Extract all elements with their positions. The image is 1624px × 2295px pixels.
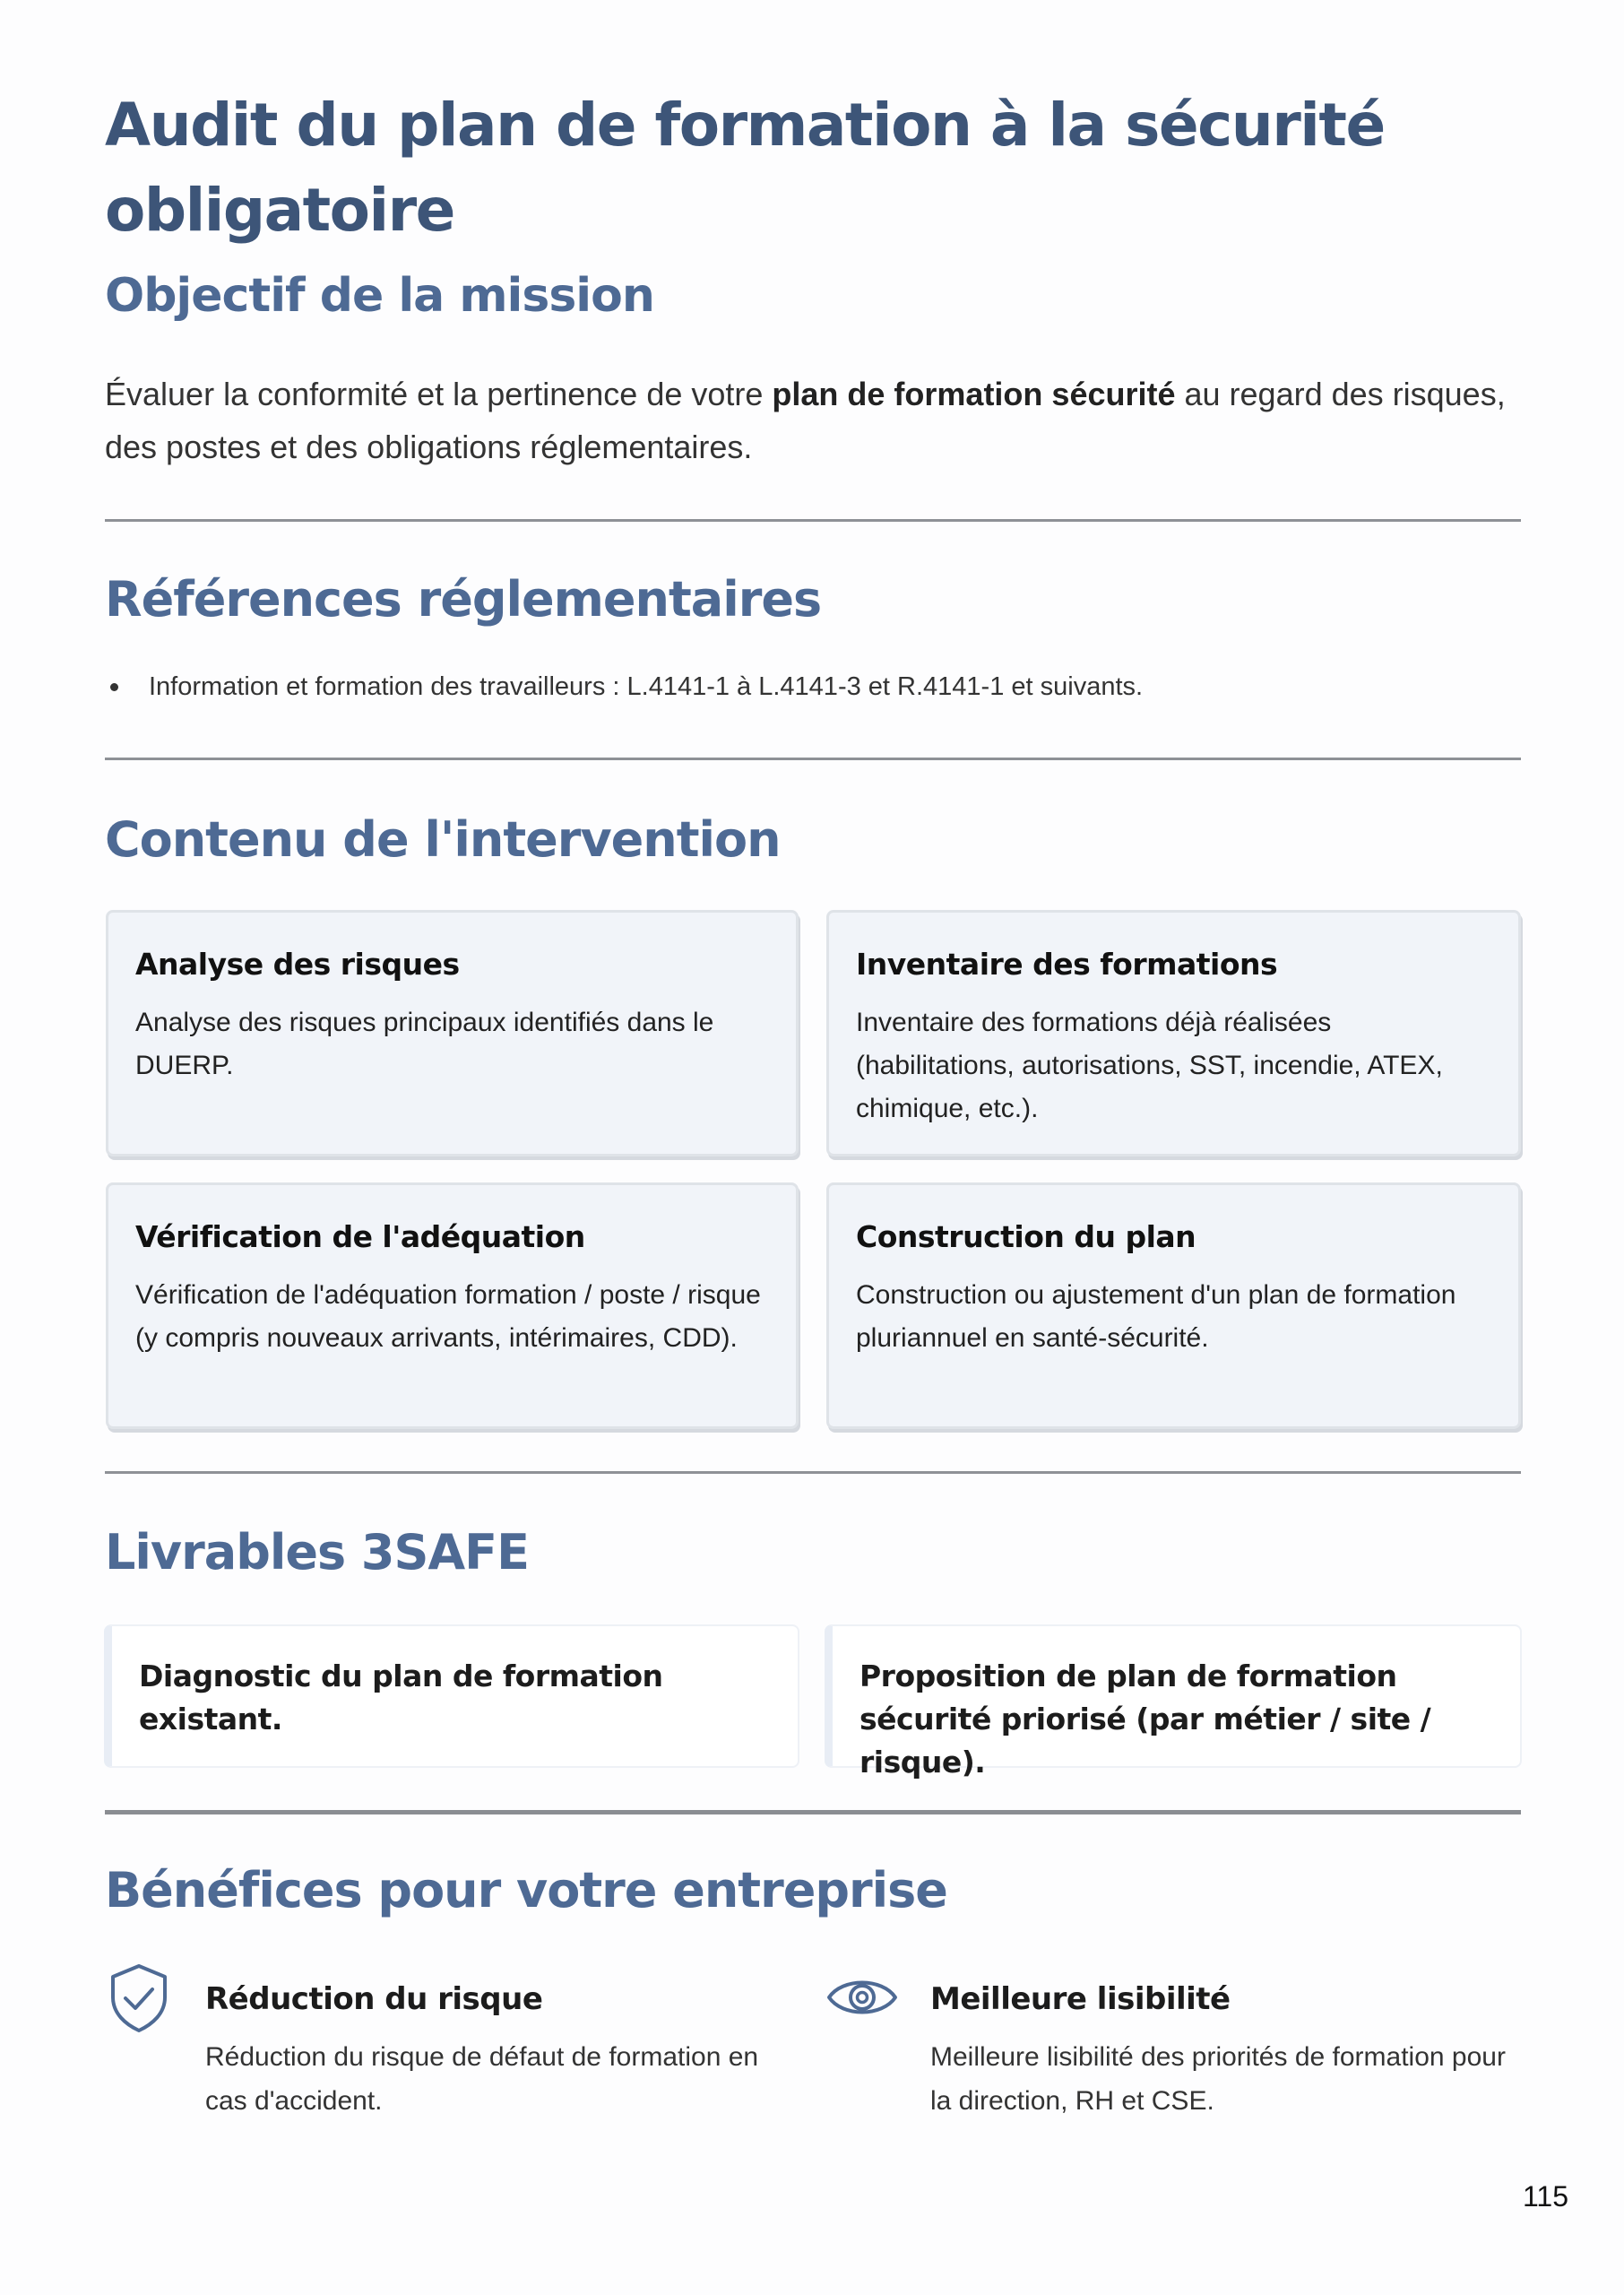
eye-icon [826, 1972, 898, 2022]
benefit-item [930, 1981, 1231, 2017]
content-card [826, 1182, 1521, 1429]
deliverable-card [825, 1624, 1522, 1780]
page-number: 115 [1522, 2180, 1568, 2213]
objective-text-start: Évaluer la conformité et la pertinence de votre [105, 376, 773, 412]
shield-check-icon [108, 1962, 170, 2033]
deliverable-text: Diagnostic du plan de formation existant. [139, 1658, 663, 1736]
page-title: Audit du plan de formation à la sécurité obligatoire [105, 91, 1385, 245]
card-title: Vérification de l'adéquation [135, 1219, 585, 1254]
deliverables-heading: Livrables 3SAFE [105, 1524, 529, 1581]
objective-text-end: au regard des risques, des postes et des obligations réglementaires. [105, 376, 1506, 465]
references-heading: Références réglementaires [105, 571, 822, 628]
content-heading: Contenu de l'intervention [105, 811, 781, 868]
card-title: Analyse des risques [135, 947, 460, 982]
card-title: Construction du plan [856, 1219, 1196, 1254]
benefits-heading: Bénéfices pour votre entreprise [105, 1862, 947, 1918]
content-card [106, 910, 799, 1156]
references-list-item [105, 672, 1143, 702]
card-text: Analyse des risques principaux identifiés dans le DUERP. [135, 1008, 714, 1080]
objective-text-bold: plan de formation sécurité [772, 376, 1176, 412]
objective-heading: Objectif de la mission [105, 269, 654, 323]
objective-text [105, 368, 1539, 473]
benefit-text: Meilleure lisibilité des priorités de formation pour la direction, RH et CSE. [930, 2042, 1506, 2116]
divider [105, 519, 1521, 522]
content-card [826, 910, 1521, 1156]
benefit-text: Réduction du risque de défaut de formation en cas d'accident. [205, 2042, 759, 2116]
card-text: Vérification de l'adéquation formation / poste / risque (y compris nouveaux arrivants, intérimaires, CDD). [135, 1280, 761, 1353]
divider [105, 1810, 1521, 1814]
bullet-icon [110, 683, 118, 691]
divider [105, 758, 1521, 760]
card-title: Inventaire des formations [856, 947, 1278, 982]
deliverable-card [104, 1624, 799, 1768]
card-text: Inventaire des formations déjà réalisées (habilitations, autorisations, SST, incendie, ATEX, chimique, etc.). [856, 1008, 1443, 1123]
benefit-item [205, 1981, 542, 2017]
reference-text: Information et formation des travailleurs : L.4141-1 à L.4141-3 et R.4141-1 et suivants. [149, 672, 1144, 701]
divider [105, 1471, 1521, 1474]
deliverable-text: Proposition de plan de formation sécurité priorisé (par métier / site / risque). [860, 1658, 1431, 1780]
card-text: Construction ou ajustement d'un plan de formation pluriannuel en santé-sécurité. [856, 1280, 1456, 1353]
benefit-title: Réduction du risque [205, 1981, 543, 2017]
benefit-title: Meilleure lisibilité [930, 1981, 1231, 2017]
content-card [106, 1182, 799, 1429]
